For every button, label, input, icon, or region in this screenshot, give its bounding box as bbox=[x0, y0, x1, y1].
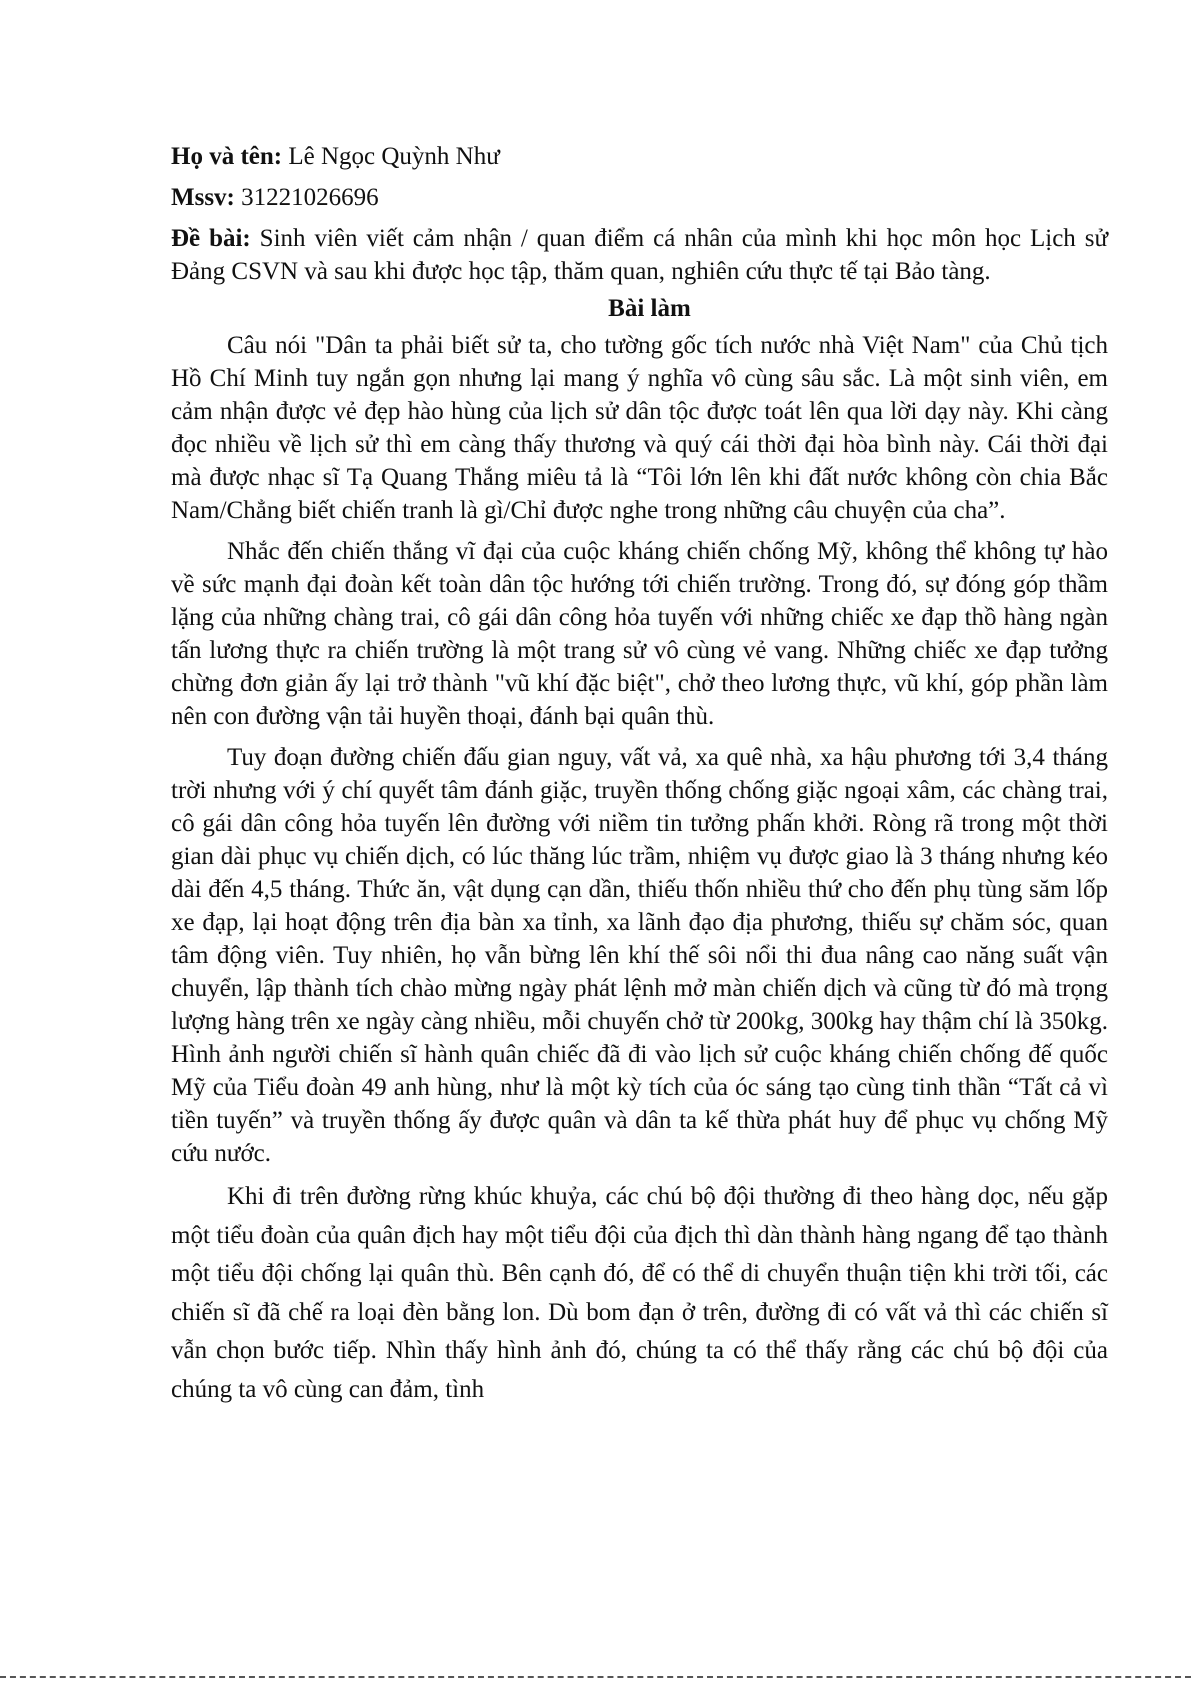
essay-paragraph-4: Khi đi trên đường rừng khúc khuỷa, các chú bộ đội thường đi theo hàng dọc, nếu gặp một tiểu đoàn của quân địch hay một tiểu đội của địch thì dàn thành hàng ngang để tạo thành một tiểu đội chống lại quân thù. Bên cạnh đó, để có thể di chuyển thuận tiện khi trời tối, các chiến sĩ đã chế ra loại đèn bằng lon. Dù bom đạn ở trên, đường đi có vất vả thì các chiến sĩ vẫn chọn bước tiếp. Nhìn thấy hình ảnh đó, chúng ta có thể thấy rằng các chú bộ đội của chúng ta vô cùng can đảm, tình bbox=[171, 1183, 1108, 1403]
essay-title: Bài làm bbox=[608, 295, 691, 322]
assignment-label: Đề bài: bbox=[171, 225, 251, 252]
page-bottom-divider bbox=[0, 1676, 1191, 1678]
student-name-line bbox=[171, 140, 1108, 173]
student-name-value: Lê Ngọc Quỳnh Như bbox=[282, 143, 500, 170]
assignment-prompt bbox=[171, 222, 1108, 288]
student-id-value: 31221026696 bbox=[234, 184, 379, 211]
assignment-text: Sinh viên viết cảm nhận / quan điểm cá nhân của mình khi học môn học Lịch sử Đảng CSVN và sau khi được học tập, thăm quan, nghiên cứu thực tế tại Bảo tàng. bbox=[171, 225, 1108, 285]
essay-paragraph-1: Câu nói "Dân ta phải biết sử ta, cho tường gốc tích nước nhà Việt Nam" của Chủ tịch Hồ Chí Minh tuy ngắn gọn nhưng lại mang ý nghĩa vô cùng sâu sắc. Là một sinh viên, em cảm nhận được vẻ đẹp hào hùng của lịch sử dân tộc được toát lên qua lời dạy này. Khi càng đọc nhiều về lịch sử thì em càng thấy thương và quý cái thời đại hòa bình này. Cái thời đại mà được nhạc sĩ Tạ Quang Thắng miêu tả là “Tôi lớn lên khi đất nước không còn chia Bắc Nam/Chẳng biết chiến tranh là gì/Chỉ được nghe trong những câu chuyện của cha”. bbox=[171, 332, 1108, 524]
essay-paragraph-2: Nhắc đến chiến thắng vĩ đại của cuộc kháng chiến chống Mỹ, không thể không tự hào về sức mạnh đại đoàn kết toàn dân tộc hướng tới chiến trường. Trong đó, sự đóng góp thầm lặng của những chàng trai, cô gái dân công hỏa tuyến với những chiếc xe đạp thồ hàng ngàn tấn lương thực ra chiến trường là một trang sử vô cùng vẻ vang. Những chiếc xe đạp tưởng chừng đơn giản ấy lại trở thành "vũ khí đặc biệt", chở theo lương thực, vũ khí, góp phần làm nên con đường vận tải huyền thoại, đánh bại quân thù. bbox=[171, 538, 1108, 730]
document-page bbox=[171, 140, 1108, 1417]
student-id-label: Mssv: bbox=[171, 184, 235, 211]
essay-paragraph-3: Tuy đoạn đường chiến đấu gian nguy, vất vả, xa quê nhà, xa hậu phương tới 3,4 tháng trời nhưng với ý chí quyết tâm đánh giặc, truyền thống chống giặc ngoại xâm, các chàng trai, cô gái dân công hỏa tuyến lên đường với niềm tin tưởng phấn khởi. Ròng rã trong một thời gian dài phục vụ chiến dịch, có lúc thăng lúc trầm, nhiệm vụ được giao là 3 tháng nhưng kéo dài đến 4,5 tháng. Thức ăn, vật dụng cạn dần, thiếu thốn nhiều thứ cho đến phụ tùng săm lốp xe đạp, lại hoạt động trên địa bàn xa tỉnh, xa lãnh đạo địa phương, thiếu sự chăm sóc, quan tâm động viên. Tuy nhiên, họ vẫn bừng lên khí thế sôi nổi thi đua nâng cao năng suất vận chuyển, lập thành tích chào mừng ngày phát lệnh mở màn chiến dịch và cũng từ đó mà trọng lượng hàng trên xe ngày càng nhiều, mỗi chuyến chở từ 200kg, 300kg hay thậm chí là 350kg. Hình ảnh người chiến sĩ hành quân chiếc đã đi vào lịch sử cuộc kháng chiến chống đế quốc Mỹ của Tiểu đoàn 49 anh hùng, như là một kỳ tích của óc sáng tạo cùng tinh thần “Tất cả vì tiền tuyến” và truyền thống ấy được quân và dân ta kế thừa phát huy để phục vụ chống Mỹ cứu nước. bbox=[171, 744, 1108, 1167]
student-name-label: Họ và tên: bbox=[171, 143, 283, 170]
student-id-line bbox=[171, 181, 1108, 214]
